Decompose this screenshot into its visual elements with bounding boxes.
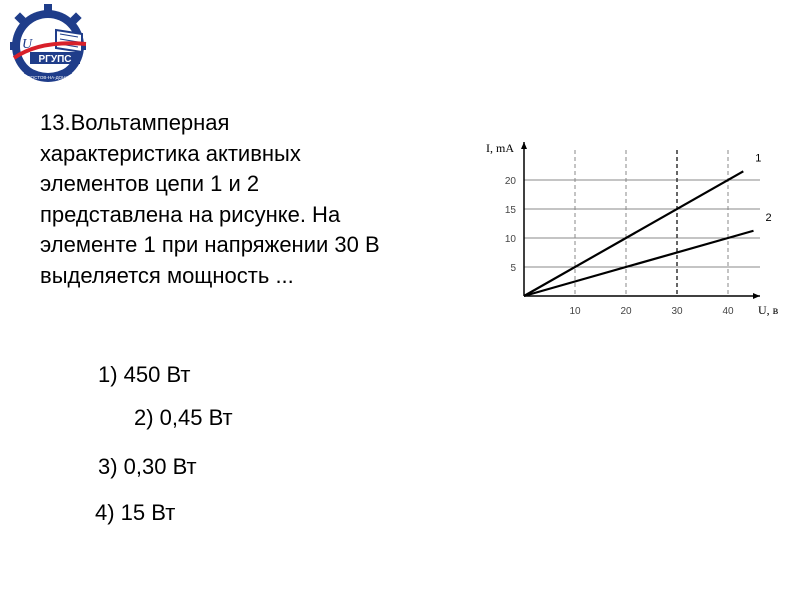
x-tick-label: 20 (620, 306, 632, 317)
answer-option-4[interactable]: 4) 15 Вт (95, 500, 176, 525)
series-line-2 (524, 231, 754, 296)
y-tick-label: 10 (504, 234, 516, 245)
series-label-2: 2 (765, 211, 772, 224)
x-axis-label: U, в (758, 303, 779, 317)
y-axis-arrow (521, 142, 527, 149)
logo-subtext: РОСТОВ-НА-ДОНУ (27, 75, 69, 80)
y-tick-label: 15 (504, 205, 516, 216)
y-tick-label: 20 (504, 176, 516, 187)
logo-letter: U (22, 37, 33, 52)
x-axis-arrow (753, 293, 760, 299)
rgups-logo (0, 0, 96, 92)
answer-option-3[interactable]: 3) 0,30 Вт (98, 454, 197, 479)
logo-text: РГУПС (38, 54, 72, 65)
question-line: представлена на рисунке. На (40, 201, 341, 227)
x-tick-label: 30 (671, 306, 683, 317)
answer-option-2[interactable]: 2) 0,45 Вт (134, 405, 233, 430)
y-axis-label: I, mA (486, 141, 514, 155)
question-line: элементе 1 при напряжении 30 В (40, 232, 380, 257)
question-line: элементов цепи 1 и 2 (40, 171, 260, 196)
x-tick-label: 40 (722, 306, 734, 317)
question-line: 13.Вольтамперная (40, 110, 230, 135)
question-line: выделяется мощность ... (40, 262, 294, 288)
series-line-1 (524, 171, 743, 296)
series-label-1: 1 (755, 152, 762, 165)
answer-option-1[interactable]: 1) 450 Вт (98, 362, 191, 387)
y-tick-label: 5 (510, 263, 516, 274)
x-tick-label: 10 (569, 306, 581, 317)
iv-characteristic-chart (470, 130, 790, 330)
question-text (40, 108, 500, 291)
question-line: характеристика активных (40, 140, 301, 166)
